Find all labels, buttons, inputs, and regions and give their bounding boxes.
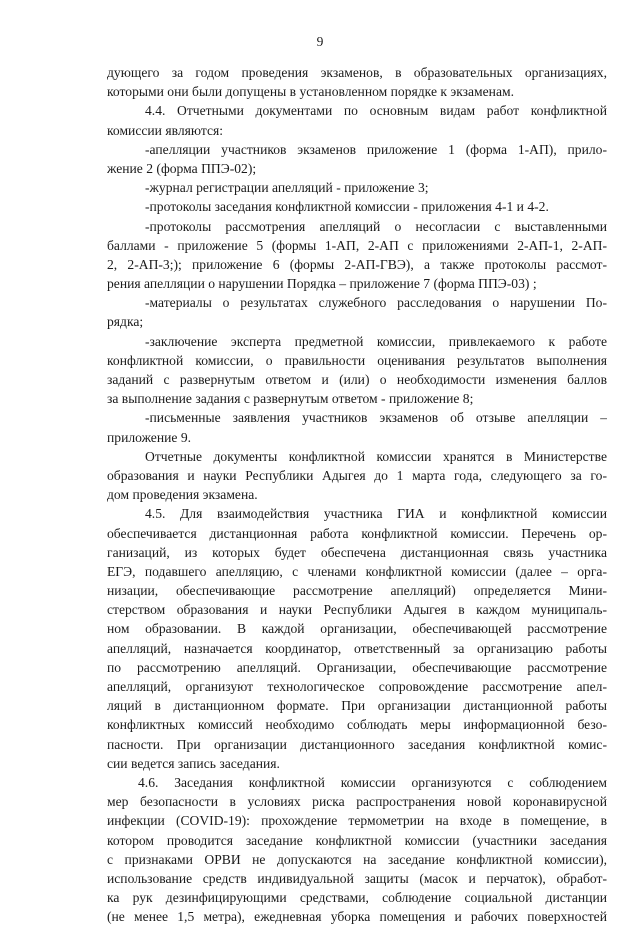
text-line: мер безопасности в условиях риска распространения новой коронавирусной bbox=[107, 794, 607, 810]
text-line: которыми они были допущены в установленном порядке к экзаменам. bbox=[107, 84, 514, 100]
text-line: -заключение эксперта предметной комиссии, привлекаемого к работе bbox=[145, 333, 607, 349]
text-line: 4.5. Для взаимодействия участника ГИА и конфликтной комиссии bbox=[145, 506, 607, 522]
text-line: 4.4. Отчетными документами по основным видам работ конфликтной bbox=[145, 103, 607, 119]
text-line: обеспечивается дистанционная работа конфликтной комиссии. Перечень ор- bbox=[107, 525, 607, 541]
text-line: (не менее 1,5 метра), ежедневная уборка помещения и рабочих поверхностей bbox=[107, 909, 607, 925]
text-line: конфликтных комиссий необходимо соблюдать меры информационной безо- bbox=[107, 717, 607, 733]
text-line: дом проведения экзамена. bbox=[107, 487, 258, 503]
text-line: сии ведется запись заседания. bbox=[107, 755, 280, 771]
text-line: стерством образования и науки Республики Адыгея в каждом муниципаль- bbox=[107, 602, 607, 618]
text-line: рения апелляции о нарушении Порядка – приложение 7 (форма ППЭ-03) ; bbox=[107, 276, 537, 292]
text-line: -журнал регистрации апелляций - приложение 3; bbox=[145, 180, 429, 196]
text-line: -апелляции участников экзаменов приложение 1 (форма 1-АП), прило- bbox=[145, 141, 607, 157]
text-line: -письменные заявления участников экзаменов об отзыве апелляции – bbox=[145, 410, 607, 426]
text-line: инфекции (COVID-19): прохождение термометрии на входе в помещение, в bbox=[107, 813, 607, 829]
page-number: 9 bbox=[316, 34, 324, 49]
text-line: Отчетные документы конфликтной комиссии хранятся в Министерстве bbox=[145, 448, 607, 464]
document-body bbox=[107, 63, 607, 926]
text-line: 4.6. Заседания конфликтной комиссии организуются с соблюдением bbox=[138, 774, 607, 790]
text-line: за выполнение задания с развернутым ответом - приложение 8; bbox=[107, 391, 474, 407]
text-line: ном образовании. В каждой организации, обеспечивающей рассмотрение bbox=[107, 621, 607, 637]
text-line: заданий с развернутым ответом и (или) о необходимости изменения баллов bbox=[107, 372, 607, 387]
text-line: с признаками ОРВИ не допускаются на заседание конфликтной комиссии), bbox=[107, 851, 607, 867]
text-line: низации, обеспечивающие рассмотрение апелляций) определяется Мини- bbox=[107, 583, 607, 599]
text-line: пасности. При организации дистанционного заседания конфликтной комис- bbox=[107, 736, 607, 752]
text-line: образования и науки Республики Адыгея до 1 марта года, следующего за го- bbox=[107, 467, 607, 483]
text-line: апелляций, организуют технологическое сопровождение рассмотрение апел- bbox=[107, 679, 607, 694]
text-line: приложение 9. bbox=[107, 429, 192, 445]
text-line: баллами - приложение 5 (формы 1-АП, 2-АП с приложениями 2-АП-1, 2-АП- bbox=[107, 237, 607, 253]
text-line: -материалы о результатах служебного расследования о нарушении По- bbox=[145, 295, 607, 311]
text-line: апелляций, назначается координатор, ответственный за организацию работы bbox=[107, 640, 607, 656]
text-line: по рассмотрению апелляций. Организации, обеспечивающие рассмотрение bbox=[107, 659, 607, 675]
text-line: ляций в дистанционном формате. При организации дистанционной работы bbox=[107, 698, 607, 714]
text-line: 2, 2-АП-3;); приложение 6 (формы 2-АП-ГВЭ), а также протоколы рассмот- bbox=[107, 256, 607, 272]
text-line: жение 2 (форма ППЭ-02); bbox=[107, 160, 257, 176]
text-line: ка рук дезинфицирующими средствами, соблюдение социальной дистанции bbox=[107, 890, 607, 906]
text-line: котором проводится заседание конфликтной комиссии (участники заседания bbox=[107, 832, 607, 848]
text-line: комиссии являются: bbox=[107, 122, 224, 138]
text-line: использование средств индивидуальной защиты (масок и перчаток), обработ- bbox=[107, 870, 607, 886]
text-line: ЕГЭ, подавшего апелляцию, с членами конфликтной комиссии (далее – орга- bbox=[107, 563, 607, 579]
text-line: -протоколы рассмотрения апелляций о несогласии с выставленными bbox=[145, 218, 607, 234]
text-line: -протоколы заседания конфликтной комиссии - приложения 4-1 и 4-2. bbox=[145, 199, 549, 215]
text-line: дующего за годом проведения экзаменов, в образовательных организациях, bbox=[107, 65, 607, 80]
text-line: конфликтной комиссии, о правильности оценивания результатов выполнения bbox=[107, 352, 607, 368]
text-line: ганизаций, из которых будет обеспечена дистанционная связь участника bbox=[107, 544, 607, 560]
text-line: рядка; bbox=[107, 314, 144, 330]
